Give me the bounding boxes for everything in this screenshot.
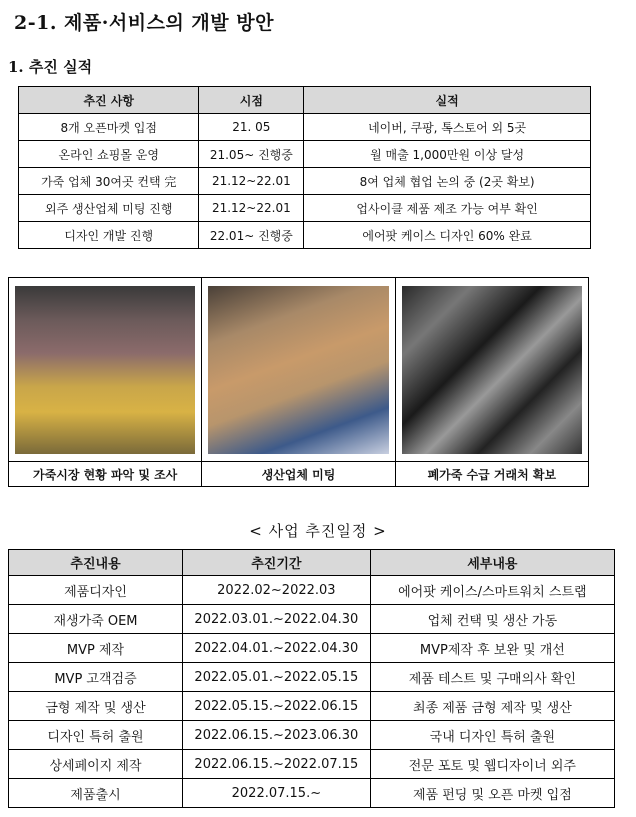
table-row xyxy=(9,750,615,779)
table-cell: 2022.06.15.~2022.07.15 xyxy=(183,750,371,779)
table-cell: 2022.02~2022.03 xyxy=(183,576,371,605)
table-cell: 8여 업체 협업 논의 중 (2곳 확보) xyxy=(304,168,591,195)
photo-grid xyxy=(8,277,589,487)
table-cell: 월 매출 1,000만원 이상 달성 xyxy=(304,141,591,168)
table-row xyxy=(19,195,591,222)
table-cell: MVP제작 후 보완 및 개선 xyxy=(370,634,614,663)
table-cell: MVP 제작 xyxy=(9,634,183,663)
photo-cell xyxy=(396,278,588,486)
table-row xyxy=(9,692,615,721)
table-row xyxy=(9,605,615,634)
manufacturer-meeting-photo xyxy=(208,286,388,454)
table-cell: 제품 펀딩 및 오픈 마켓 입점 xyxy=(370,779,614,808)
table-cell: 에어팟 케이스/스마트워치 스트랩 xyxy=(370,576,614,605)
table-cell: 제품디자인 xyxy=(9,576,183,605)
table-cell: 22.01~ 진행중 xyxy=(199,222,304,249)
table-row xyxy=(9,721,615,750)
table-cell: 21.12~22.01 xyxy=(199,168,304,195)
table-cell: 21. 05 xyxy=(199,114,304,141)
table-cell: 네이버, 쿠팡, 톡스토어 외 5곳 xyxy=(304,114,591,141)
table-cell: 2022.07.15.~ xyxy=(183,779,371,808)
performance-table xyxy=(18,86,591,249)
table-cell: 외주 생산업체 미팅 진행 xyxy=(19,195,199,222)
table-cell: 2022.06.15.~2023.06.30 xyxy=(183,721,371,750)
photo-caption: 생산업체 미팅 xyxy=(202,461,394,486)
schedule-table xyxy=(8,549,615,808)
table-cell: 2022.04.01.~2022.04.30 xyxy=(183,634,371,663)
table-row xyxy=(9,779,615,808)
table-cell: 업체 컨택 및 생산 가동 xyxy=(370,605,614,634)
column-header: 추진 사항 xyxy=(19,87,199,114)
table-cell: 디자인 특허 출원 xyxy=(9,721,183,750)
table-cell: 제품출시 xyxy=(9,779,183,808)
column-header: 추진기간 xyxy=(183,550,371,576)
table-cell: 제품 테스트 및 구매의사 확인 xyxy=(370,663,614,692)
table-row xyxy=(9,663,615,692)
table-header-row xyxy=(9,550,615,576)
column-header: 추진내용 xyxy=(9,550,183,576)
table-cell: 가죽 업체 30여곳 컨택 完 xyxy=(19,168,199,195)
table-row xyxy=(19,141,591,168)
table-cell: 2022.03.01.~2022.04.30 xyxy=(183,605,371,634)
table-cell: 온라인 쇼핑몰 운영 xyxy=(19,141,199,168)
table-header-row xyxy=(19,87,591,114)
photo-caption: 가죽시장 현황 파악 및 조사 xyxy=(9,461,201,486)
table-cell: MVP 고객검증 xyxy=(9,663,183,692)
photo-caption: 폐가죽 수급 거래처 확보 xyxy=(396,461,588,486)
table-row xyxy=(9,576,615,605)
column-header: 실적 xyxy=(304,87,591,114)
table-cell: 8개 오픈마켓 입점 xyxy=(19,114,199,141)
table-cell: 21.05~ 진행중 xyxy=(199,141,304,168)
table-cell: 전문 포토 및 웹디자이너 외주 xyxy=(370,750,614,779)
table-cell: 에어팟 케이스 디자인 60% 완료 xyxy=(304,222,591,249)
column-header: 세부내용 xyxy=(370,550,614,576)
table-cell: 2022.05.15.~2022.06.15 xyxy=(183,692,371,721)
schedule-title: < 사업 추진일정 > xyxy=(249,522,387,540)
section-heading: 1. 추진 실적 xyxy=(8,58,93,76)
waste-leather-photo xyxy=(402,286,582,454)
table-row xyxy=(19,222,591,249)
photo-cell xyxy=(9,278,202,486)
column-header: 시점 xyxy=(199,87,304,114)
table-cell: 2022.05.01.~2022.05.15 xyxy=(183,663,371,692)
leather-market-photo xyxy=(15,286,195,454)
table-row xyxy=(9,634,615,663)
table-cell: 상세페이지 제작 xyxy=(9,750,183,779)
table-cell: 금형 제작 및 생산 xyxy=(9,692,183,721)
table-row xyxy=(19,168,591,195)
table-cell: 국내 디자인 특허 출원 xyxy=(370,721,614,750)
table-cell: 재생가죽 OEM xyxy=(9,605,183,634)
table-row xyxy=(19,114,591,141)
photo-cell xyxy=(202,278,395,486)
page-heading: 2-1. 제품·서비스의 개발 방안 xyxy=(14,12,274,34)
table-cell: 최종 제품 금형 제작 및 생산 xyxy=(370,692,614,721)
table-cell: 21.12~22.01 xyxy=(199,195,304,222)
table-cell: 디자인 개발 진행 xyxy=(19,222,199,249)
table-cell: 업사이클 제품 제조 가능 여부 확인 xyxy=(304,195,591,222)
